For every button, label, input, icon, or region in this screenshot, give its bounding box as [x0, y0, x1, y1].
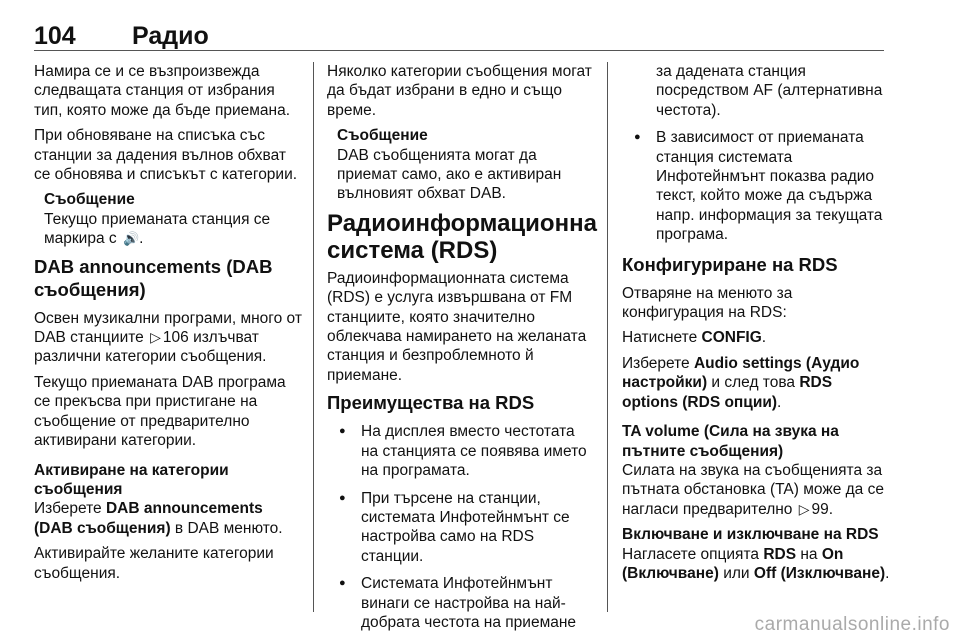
heading-configure-rds: Конфигуриране на RDS: [622, 253, 838, 275]
speaker-icon: 🔊: [122, 231, 140, 247]
text-run: или: [723, 564, 750, 582]
header-divider: [34, 50, 884, 51]
heading-rds-onoff: Включване и изключване на RDS: [622, 526, 879, 544]
paragraph: При обновяване на списъка със станции за дадения вълнов обхват се обновява и списъкът с категории.: [34, 127, 298, 184]
text-run: .: [777, 393, 782, 411]
text-run: Освен музикални програми, много от DAB станциите: [34, 309, 302, 347]
note-text: Текущо приеманата станция се маркира с: [44, 210, 271, 248]
column-divider-1: [313, 62, 314, 612]
page-header: [34, 22, 884, 52]
heading-rds: Радиоинформационна система (RDS): [327, 209, 597, 264]
text-run: в DAB менюто.: [174, 519, 283, 537]
note-title: Съобщение: [337, 127, 428, 145]
paragraph: [622, 461, 890, 519]
section-title: Радио: [132, 22, 209, 50]
paragraph: [622, 545, 890, 584]
paragraph: Отваряне на менюто за конфигурация на RDS:: [622, 284, 793, 322]
page-reference-link[interactable]: 99: [811, 500, 829, 518]
paragraph: Активирайте желаните категории съобщения.: [34, 545, 274, 582]
note-text-end: .: [139, 230, 144, 248]
list-item: ● Системата Инфотейнмънт винаги се настройва на най-добрата честота на приемане: [327, 574, 592, 632]
column-divider-2: [607, 62, 608, 612]
paragraph: [622, 328, 890, 347]
list-item: ● При търсене на станции, системата Инфотейнмънт се настройва само на RDS станции.: [327, 489, 592, 567]
text-run: .: [828, 500, 834, 518]
heading-activate-categories: Активиране на категории съобщения: [34, 461, 229, 498]
column-3: [622, 62, 890, 589]
option-name: RDS: [763, 545, 797, 563]
paragraph: Радиоинформационната система (RDS) е услуга извършвана от FM станциите, която значително облекчава намирането на желаната станция и безпроблемното й приемане.: [327, 269, 587, 384]
heading-dab-announcements: DAB announcements (DAB съобщения): [34, 255, 273, 300]
option-value: Off (Изключване): [753, 564, 886, 582]
text-run: Изберете: [622, 354, 690, 372]
triangle-reference-icon: ▷: [798, 500, 810, 517]
text-run: .: [761, 329, 767, 347]
note-box: [44, 190, 302, 248]
paragraph: [34, 309, 302, 367]
triangle-reference-icon: ▷: [150, 329, 161, 346]
page-number: 104: [34, 22, 76, 50]
paragraph: Текущо приеманата DAB програма се прекъсва при пристигане на съобщение от предварително активирани категории.: [34, 373, 286, 450]
text-run: .: [885, 564, 890, 582]
text-run: Натиснете: [622, 329, 698, 347]
text-run: и след това: [711, 374, 796, 392]
page-reference-link[interactable]: 106: [162, 329, 189, 347]
watermark: carmanualsonline.info: [754, 614, 950, 635]
text-run: излъчват различни категории съобщения.: [34, 329, 267, 366]
heading-ta-volume: TA volume (Сила на звука на пътните съобщения): [622, 423, 839, 460]
paragraph: Няколко категории съобщения могат да бъдат избрани в едно и също време.: [327, 63, 592, 119]
bullet-list: [327, 422, 592, 632]
menu-item-name: RDS options (RDS опции): [622, 374, 833, 411]
heading-rds-advantages: Преимущества на RDS: [327, 392, 535, 414]
option-value: On (Включване): [622, 545, 844, 582]
list-item: ● В зависимост от приеманата станция системата Инфотейнмънт показва радио текст, който може да съдържа напр. информация за текущата програма.: [622, 128, 890, 244]
text-run: Силата на звука на съобщенията за пътната обстановка (TA) може да се нагласи предварително: [622, 461, 884, 518]
paragraph: [34, 499, 302, 538]
column-2: [327, 62, 597, 640]
list-item: ● На дисплея вместо честотата на станцията се появява името на програмата.: [327, 422, 592, 480]
paragraph: [622, 354, 890, 412]
list-item-continuation: за дадената станция посредством AF (алтернативна честота).: [656, 63, 883, 119]
note-title: Съобщение: [44, 191, 135, 209]
text-run: Нагласете опцията: [622, 545, 759, 563]
button-name: CONFIG: [701, 329, 762, 347]
menu-item-name: DAB announcements (DAB съобщения): [34, 500, 263, 537]
text-run: на: [800, 545, 818, 563]
bullet-list: [622, 62, 890, 245]
note-box: [337, 126, 592, 204]
text-run: Изберете: [34, 500, 102, 518]
menu-item-name: Audio settings (Аудио настройки): [622, 354, 860, 392]
paragraph: Намира се и се възпроизвежда следващата станция от избрания тип, която може да бъде приемана.: [34, 63, 291, 119]
column-1: [34, 62, 302, 589]
note-text: DAB съобщенията могат да приемат само, ако е активиран вълновият обхват DAB.: [337, 146, 562, 203]
